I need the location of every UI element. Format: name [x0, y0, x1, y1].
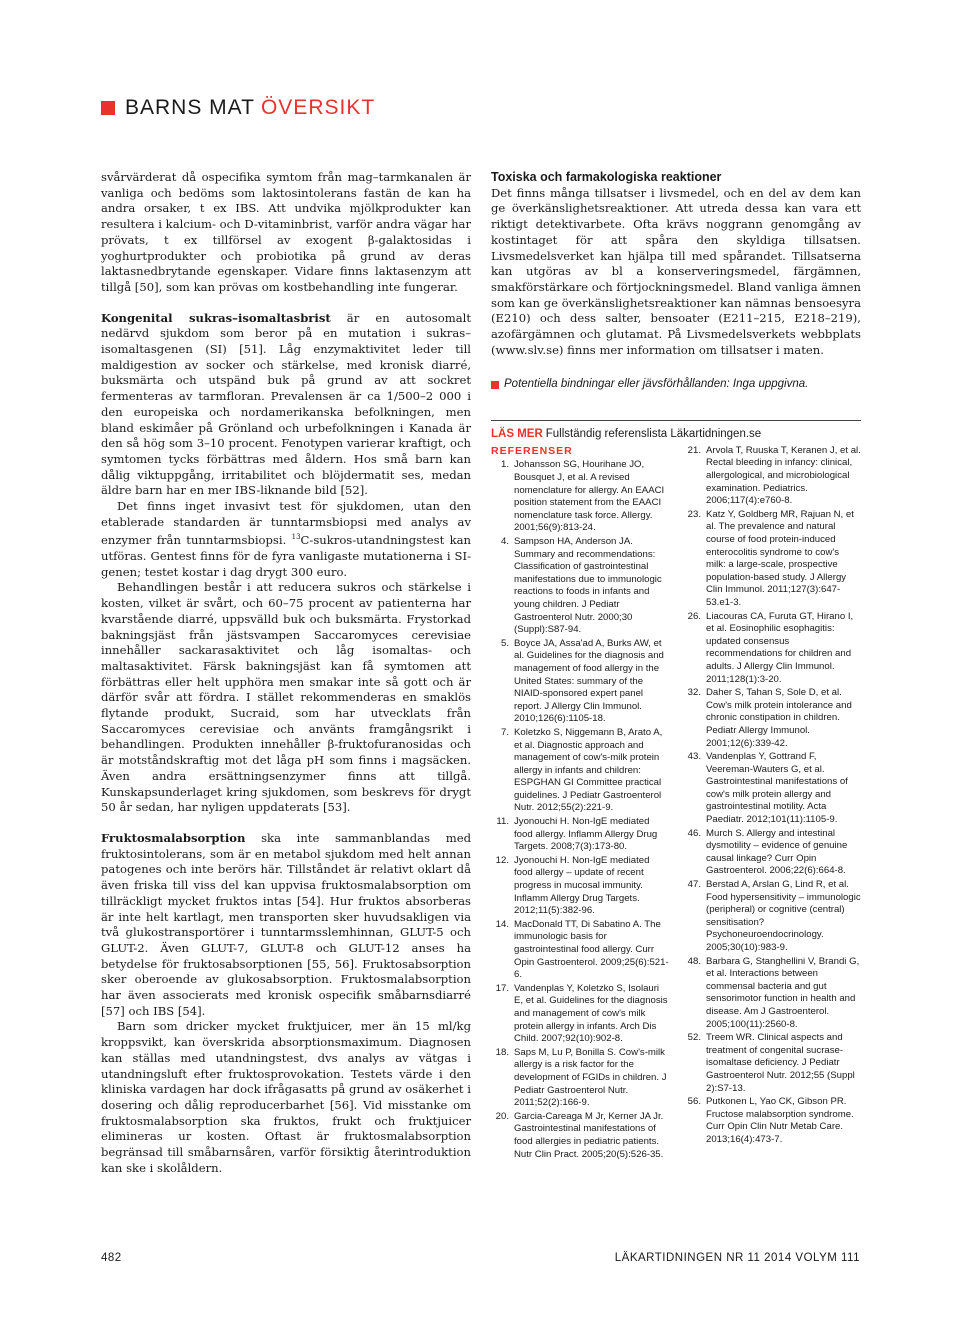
toxic-paragraph: Det finns många tillsatser i livsmedel, och en del av dem kan ge överkänslighetsreaktioner. Att utreda dessa kan vara ett riktigt detektivarbete. Ofta krävs noggrann genomgång av kostintaget för att spåra den skyldiga tillsatsen. Livsmedelsverket kan hjälpa till med spårandet. Tillsatserna kan utgöras av bl a konserveringsmedel, färgämnen, smakförstärkare och förtjockningsmedel. Bland vanliga ämnen som kan ge överkänslighetsreaktioner kan nämnas bensoesyra (E210) och dess salter, bensoater (E211–215, E218–219), azofärgämnen och glutamat. På Livsmedelsverkets webbplats (www.slv.se) finns mer information om tillsatser i maten.: [491, 185, 861, 357]
reference-number: 21.: [687, 444, 701, 456]
paragraph-children: Barn som dricker mycket fruktjuicer, mer än 15 ml/kg kroppsvikt, kan överskrida absorptionsmaximum. Diagnosen kan ställas med utandningstest, dvs analys av vätgas i utandningsluft efter fruktosprovokation. Testets värde i den kliniska vardagen har dock ifrågasatts på grund av osäkerhet i dosering och dålig reproducerbarhet [56]. Vid misstanke om fruktosmalabsorption ska fruktos, frukt och fruktjuicer elimineras ur kosten. Oftast är fruktosmalabsorption begränsad till småbarnsåren, varför försiktig återintroduktion kan ske i skolåldern.: [101, 1019, 471, 1175]
reference-number: 5.: [500, 637, 509, 649]
reference-number: 26.: [687, 610, 701, 622]
section-header: [101, 93, 375, 123]
reference-item: [683, 1032, 861, 1095]
paragraph-fructose: Fruktosmalabsorption ska inte sammanblandas med fruktosintolerans, som är en metabol sjukdom med helt annan patogenes och inte berörs här. Tillståndet är relativt oklart då även friska till viss del kan uppvisa fruktosmalabsorption om tillräckligt mycket fruktos intas [54]. Hur fruktos absorberas är inte helt kartlagt, men transporten sker huvudsakligen via två glukostransportörer i tunntarmsslemhinnan, GLUT-5 och GLUT-2. Även GLUT-7, GLUT-8 och GLUT-12 anses ha betydelse för fruktosabsorptionen [55, 56]. Fruktosabsorption sker oberoende av glukosabsorption. Fruktosmalabsorption har även associerats med kronisk ospecifik småbarnsdiarré [57] och IBS [54].: [101, 830, 471, 1018]
reference-text: Saps M, Lu P, Bonilla S. Cow's-milk allergy is a risk factor for the development of FGIDs in children. J Pediatr Gastroenterol Nutr. 2011;52(2):166-9.: [514, 1046, 667, 1109]
reference-number: 12.: [495, 854, 509, 866]
reference-item: [491, 1111, 669, 1161]
reference-item: [491, 638, 669, 726]
reference-item: [491, 919, 669, 982]
term-sucrase: Kongenital sukras–isomaltasbrist: [101, 310, 331, 325]
reference-number: 32.: [687, 687, 701, 699]
reference-text: Jyonouchi H. Non-IgE mediated food allergy – update of recent progress in mucosal immunity. Inflamm Allergy Drug Targets. 2012;11(5):382-96.: [514, 854, 650, 917]
section-accent: ÖVERSIKT: [260, 96, 376, 119]
reference-text: Barbara G, Stanghellini V, Brandi G, et al. Interactions between commensal bacteria and gut sensorimotor function in health and disease. Am J Gastroenterol. 2005;100(11):2560-8.: [706, 955, 860, 1030]
reference-item: [683, 509, 861, 610]
reference-number: 52.: [687, 1032, 701, 1044]
reference-text: Putkonen L, Yao CK, Gibson PR. Fructose malabsorption syndrome. Curr Opin Clin Nutr Metab Care. 2013;16(4):473-7.: [706, 1096, 854, 1145]
read-more-label: LÄS MER: [491, 428, 543, 441]
red-square-icon: [101, 101, 115, 115]
journal-info: LÄKARTIDNINGEN NR 11 2014 VOLYM 111: [614, 1252, 860, 1264]
paragraph-treatment: Behandlingen består i att reducera sukros och stärkelse i kosten, vilket är svårt, och 60–75 procent av patienterna har kvarstående diarré, uppsvälld buk och buksmärta. Frystorkad bakningsjäst från jästsvampen Saccaromyces cerevisiae innehåller sackarasaktivitet och låg isomaltas- och maltasaktivitet. Färsk bakningsjäst kan få symtomen att förbättras eller helt upphöra men smakar inte så gott och är därför svår att fördra. I stället rekommenderas en smaklös flytande produkt, Sucraid, som har utvecklats från Saccaromyces cerevisiae och använts framgångsrikt i behandlingen. Produkten innehåller β-fruktofuranosidas och är motståndskraftig mot det låga pH som finns i magsäcken. Även andra ersättningsenzymer finns att tillgå. Kunskapsunderlaget kring sjukdomen, som beskrevs för drygt 50 år sedan, har nyligen uppdaterats [53].: [101, 580, 471, 815]
disclosure-text: Potentiella bindningar eller jävsförhållanden: Inga uppgivna.: [504, 378, 809, 391]
page-number: 482: [101, 1252, 122, 1264]
reference-number: 46.: [687, 827, 701, 839]
reference-number: 18.: [495, 1046, 509, 1058]
term-fructose: Fruktosmalabsorption: [101, 830, 246, 845]
reference-item: [491, 536, 669, 637]
right-column: [491, 170, 861, 1162]
reference-text: MacDonald TT, Di Sabatino A. The immunologic basis for gastrointestinal food allergy. Curr Opin Gastroenterol. 2009;25(6):521-6.: [514, 918, 669, 981]
reference-text: Berstad A, Arslan G, Lind R, et al. Food hypersensitivity – immunologic (peripheral) or cognitive (central) sensitisation? Psychoneuroendocrinology. 2005;30(10):983-9.: [706, 879, 861, 953]
reference-text: Katz Y, Goldberg MR, Rajuan N, et al. The prevalence and natural course of food protein-induced enterocolitis syndrome to cow's milk: a large-scale, prospective population-based study. J Allergy Clin Immunol. 2011;127(3):647-53.e1-3.: [706, 508, 854, 608]
page-footer: [101, 1252, 860, 1264]
red-square-icon: [491, 381, 499, 389]
reference-item: [491, 1047, 669, 1110]
references-column-2: [683, 445, 861, 1162]
reference-number: 11.: [496, 816, 509, 828]
reference-number: 4.: [500, 536, 509, 547]
reference-text: Johansson SG, Hourihane JO, Bousquet J, et al. A revised nomenclature for allergy. An EAACI position statement from the EAACI nomenclature task force. Allergy. 2001;56(9):813-24.: [514, 459, 665, 534]
reference-item: [683, 956, 861, 1032]
references-column-1: [491, 433, 669, 1162]
reference-text: Koletzko S, Niggemann B, Arato A, et al. Diagnostic approach and management of cow's-milk protein allergy in infants and children: ESPGHAN GI Committee practical guidelines. J Pediatr Gastroenterol Nutr. 2012;55(2):221-9.: [514, 726, 663, 814]
references: [491, 445, 861, 1162]
reference-text: Garcia-Careaga M Jr, Kerner JA Jr. Gastrointestinal manifestations of food allergies in pediatric patients. Nutr Clin Pract. 2005;20(5):526-35.: [514, 1110, 664, 1160]
reference-item: [683, 751, 861, 827]
reference-text: Vandenplas Y, Gottrand F, Veereman-Wauters G, et al. Gastrointestinal manifestations of cow's milk protein allergy and gastrointestinal motility. Acta Paediatr. 2012;101(11):1105-9.: [706, 751, 848, 826]
reference-number: 47.: [687, 879, 701, 891]
reference-text: Arvola T, Ruuska T, Keranen J, et al. Rectal bleeding in infancy: clinical, allergological, and microbiological examination. Pediatrics. 2006;117(4):e760-8.: [706, 444, 861, 507]
reference-item: [491, 816, 669, 854]
reference-number: 14.: [495, 918, 509, 930]
reference-number: 43.: [687, 751, 701, 763]
references-title: REFERENSER: [491, 444, 573, 457]
reference-item: [683, 1096, 861, 1146]
paragraph-sucrase: Kongenital sukras–isomaltasbrist är en autosomalt nedärvd sjukdom som beror på en mutation i sukras–isomaltasgenen (SI) [51]. Låg enzymaktivitet leder till maldigestion av socker och stärkelse, med kronisk diarré, buksmärta och utspänd buk på grund av att sockret fermenteras av tarmfloran. Prevalensen är ca 1/500–2 000 i den europeiska och nordamerikanska befolkningen, men bland eskimåer på Grönland och urbefolkningen i Kanada är den så hög som 3–10 procent. Fenotypen varierar kraftigt, och symtomen tycks förbättras med åldern. Hos små barn kan dålig viktuppgång, irritabilitet och blöjdermatit ses, medan äldre barn har en mer IBS-liknande bild [52].: [101, 310, 471, 498]
paragraph-diagnosis: Det finns inget invasivt test för sjukdomen, utan den etablerade standarden är tunntarmsbiopsi med analys av enzymer från tunntarmsbiopsi. $^{13}$C-sukros-utandningstest kan utföras. Gentest finns för de fyra vanligaste mutationerna i SI-genen; testet kostar i dag drygt 300 euro.: [101, 499, 471, 579]
reference-item: [491, 855, 669, 918]
reference-item: [491, 983, 669, 1046]
reference-item: [683, 687, 861, 750]
reference-item: [683, 828, 861, 878]
disclosure: [491, 377, 861, 393]
reference-text: Jyonouchi H. Non-IgE mediated food allergy. Inflamm Allergy Drug Targets. 2008;7(3):173-80.: [514, 816, 658, 853]
reference-item: [491, 459, 669, 535]
reference-number: 48.: [687, 955, 701, 967]
reference-text: Vandenplas Y, Koletzko S, Isolauri E, et al. Guidelines for the diagnosis and management of cow's milk protein allergy in infants. Arch Dis Child. 2007;92(10):902-8.: [514, 982, 668, 1045]
reference-item: [491, 727, 669, 815]
read-more-link[interactable]: Fullständig referenslista Läkartidningen.se: [545, 428, 762, 441]
reference-text: Boyce JA, Assa'ad A, Burks AW, et al. Guidelines for the diagnosis and management of food allergy in the United States: summary of the NIAID-sponsored expert panel report. J Allergy Clin Immunol. 2010;126(6):1105-18.: [514, 637, 664, 725]
reference-number: 1.: [500, 459, 509, 471]
reference-item: [683, 611, 861, 687]
left-column: [101, 170, 471, 1176]
reference-text: Treem WR. Clinical aspects and treatment of congenital sucrase-isomaltase deficiency. J Pediatr Gastroenterol Nutr. 2012;55 (Suppl 2):S7-13.: [706, 1032, 855, 1094]
reference-number: 20.: [495, 1110, 509, 1122]
section-title: BARNS MAT: [125, 96, 255, 119]
reference-text: Daher S, Tahan S, Sole D, et al. Cow's milk protein intolerance and chronic constipation in children. Pediatr Allergy Immunol. 2001;12(6):339-42.: [706, 687, 852, 749]
divider: [491, 420, 861, 421]
toxic-heading: Toxiska och farmakologiska reaktioner: [491, 170, 722, 184]
reference-number: 23.: [687, 508, 701, 520]
reference-number: 56.: [687, 1096, 701, 1108]
reference-text: Liacouras CA, Furuta GT, Hirano I, et al. Eosinophilic esophagitis: updated consensus recommendations for children and adults. J Allergy Clin Immunol. 2011;128(1):3-20.: [706, 610, 854, 685]
paragraph-lactose: svårvärderat då ospecifika symtom från mag–tarmkanalen är vanliga och bedöms som laktosintolerans fastän de kan ha andra orsaker, t ex IBS. Att undvika mjölkprodukter kan resultera i kalcium- och D-vitaminbrist, varför andra vägar har prövats, t ex tillförsel av exogent β-galaktosidas i yoghurtprodukter och probiotika på grund av deras laktasnedbrytande egenskaper. Vidare finns laktasenzym att tillgå [50], som kan prövas om kostbehandling inte fungerar.: [101, 170, 471, 294]
reference-item: [683, 445, 861, 508]
reference-number: 17.: [495, 982, 509, 994]
reference-number: 7.: [500, 726, 509, 738]
reference-text: Sampson HA, Anderson JA. Summary and recommendations: Classification of gastrointestinal manifestations due to immunologic reactions to foods in infants and young children. J Pediatr Gastroenterol Nutr. 2000;30 (Suppl):S87-94.: [514, 536, 662, 636]
reference-text: Murch S. Allergy and intestinal dysmotility – evidence of genuine causal linkage? Curr Opin Gastroenterol. 2006;22(6):664-8.: [706, 827, 848, 877]
reference-item: [683, 879, 861, 955]
